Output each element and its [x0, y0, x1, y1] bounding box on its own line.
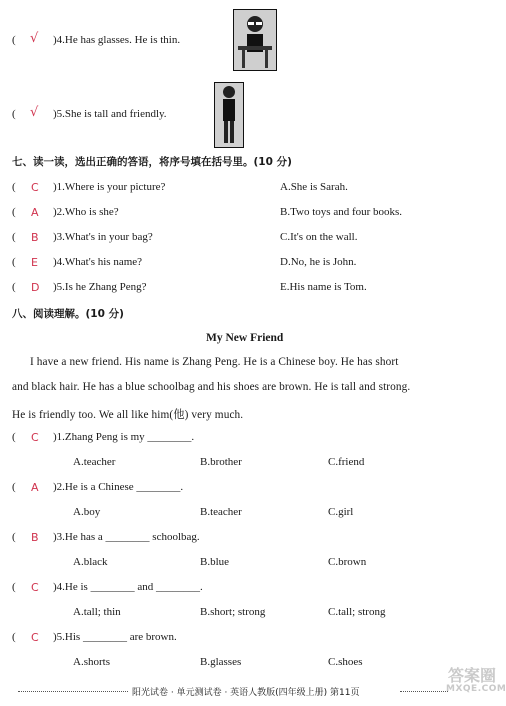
item-paren: (	[12, 481, 16, 493]
option-b: B.glasses	[200, 656, 242, 668]
option-b: B.short; strong	[200, 606, 266, 618]
watermark-logo: 答案圈	[448, 666, 497, 685]
item-paren: (	[12, 631, 16, 643]
question-text: )1.Zhang Peng is my ________.	[53, 431, 195, 443]
question-text: )5.His ________ are brown.	[53, 631, 177, 643]
item-paren: (	[12, 206, 16, 218]
question-text: )2.Who is she?	[53, 206, 119, 218]
option-a: A.black	[73, 556, 108, 568]
option-c: C.brown	[328, 556, 367, 568]
section-heading: 八、阅读理解。(10 分)	[12, 308, 124, 320]
section-heading: 七、读一读，选出正确的答语，将序号填在括号里。(10 分)	[12, 156, 292, 168]
answer-letter: C	[31, 581, 39, 594]
passage-line: He is friendly too. We all like him(他) very much.	[12, 409, 244, 421]
option-c: C.shoes	[328, 656, 363, 668]
option-text: B.Two toys and four books.	[280, 206, 403, 218]
item-paren: (	[12, 256, 16, 268]
passage-title: My New Friend	[206, 332, 284, 344]
item-paren: (	[12, 181, 16, 193]
item-paren: (	[12, 34, 16, 46]
answer-letter: D	[31, 281, 40, 294]
question-text: )3.He has a ________ schoolbag.	[53, 531, 200, 543]
item-paren: (	[12, 431, 16, 443]
statement-text: )5.She is tall and friendly.	[53, 108, 167, 120]
statement-text: )4.He has glasses. He is thin.	[53, 34, 181, 46]
answer-letter: E	[31, 256, 38, 269]
option-b: B.teacher	[200, 506, 242, 518]
question-text: )1.Where is your picture?	[53, 181, 166, 193]
footer-text: 阳光试卷 · 单元测试卷 · 英语人教版(四年级上册) 第11页	[132, 688, 360, 698]
footer-rule-right	[400, 691, 448, 692]
tall-girl-picture	[214, 82, 244, 148]
passage-line: I have a new friend. His name is Zhang Peng. He is a Chinese boy. He has short	[30, 356, 399, 368]
question-text: )4.What's his name?	[53, 256, 143, 268]
option-a: A.teacher	[73, 456, 116, 468]
answer-letter: A	[31, 206, 39, 219]
answer-letter: B	[31, 231, 39, 244]
option-c: C.tall; strong	[328, 606, 386, 618]
question-text: )2.He is a Chinese ________.	[53, 481, 184, 493]
answer-mark: √	[30, 31, 39, 46]
item-paren: (	[12, 231, 16, 243]
option-c: C.girl	[328, 506, 354, 518]
option-text: C.It's on the wall.	[280, 231, 358, 243]
item-paren: (	[12, 581, 16, 593]
question-text: )3.What's in your bag?	[53, 231, 153, 243]
question-text: )5.Is he Zhang Peng?	[53, 281, 147, 293]
answer-mark: √	[30, 105, 39, 120]
question-text: )4.He is ________ and ________.	[53, 581, 203, 593]
option-text: E.His name is Tom.	[280, 281, 367, 293]
option-c: C.friend	[328, 456, 365, 468]
answer-letter: C	[31, 431, 39, 444]
option-b: B.brother	[200, 456, 242, 468]
answer-letter: C	[31, 181, 39, 194]
option-a: A.boy	[73, 506, 101, 518]
item-paren: (	[12, 531, 16, 543]
option-a: A.shorts	[73, 656, 110, 668]
answer-letter: C	[31, 631, 39, 644]
boy-with-glasses-picture	[233, 9, 277, 71]
footer-rule-left	[18, 691, 128, 692]
watermark-url: MXQE.COM	[446, 684, 506, 694]
option-text: A.She is Sarah.	[280, 181, 348, 193]
item-paren: (	[12, 108, 16, 120]
option-b: B.blue	[200, 556, 230, 568]
answer-letter: B	[31, 531, 39, 544]
option-text: D.No, he is John.	[280, 256, 357, 268]
answer-letter: A	[31, 481, 39, 494]
passage-line: and black hair. He has a blue schoolbag and his shoes are brown. He is tall and strong.	[12, 381, 411, 393]
option-a: A.tall; thin	[73, 606, 121, 618]
item-paren: (	[12, 281, 16, 293]
